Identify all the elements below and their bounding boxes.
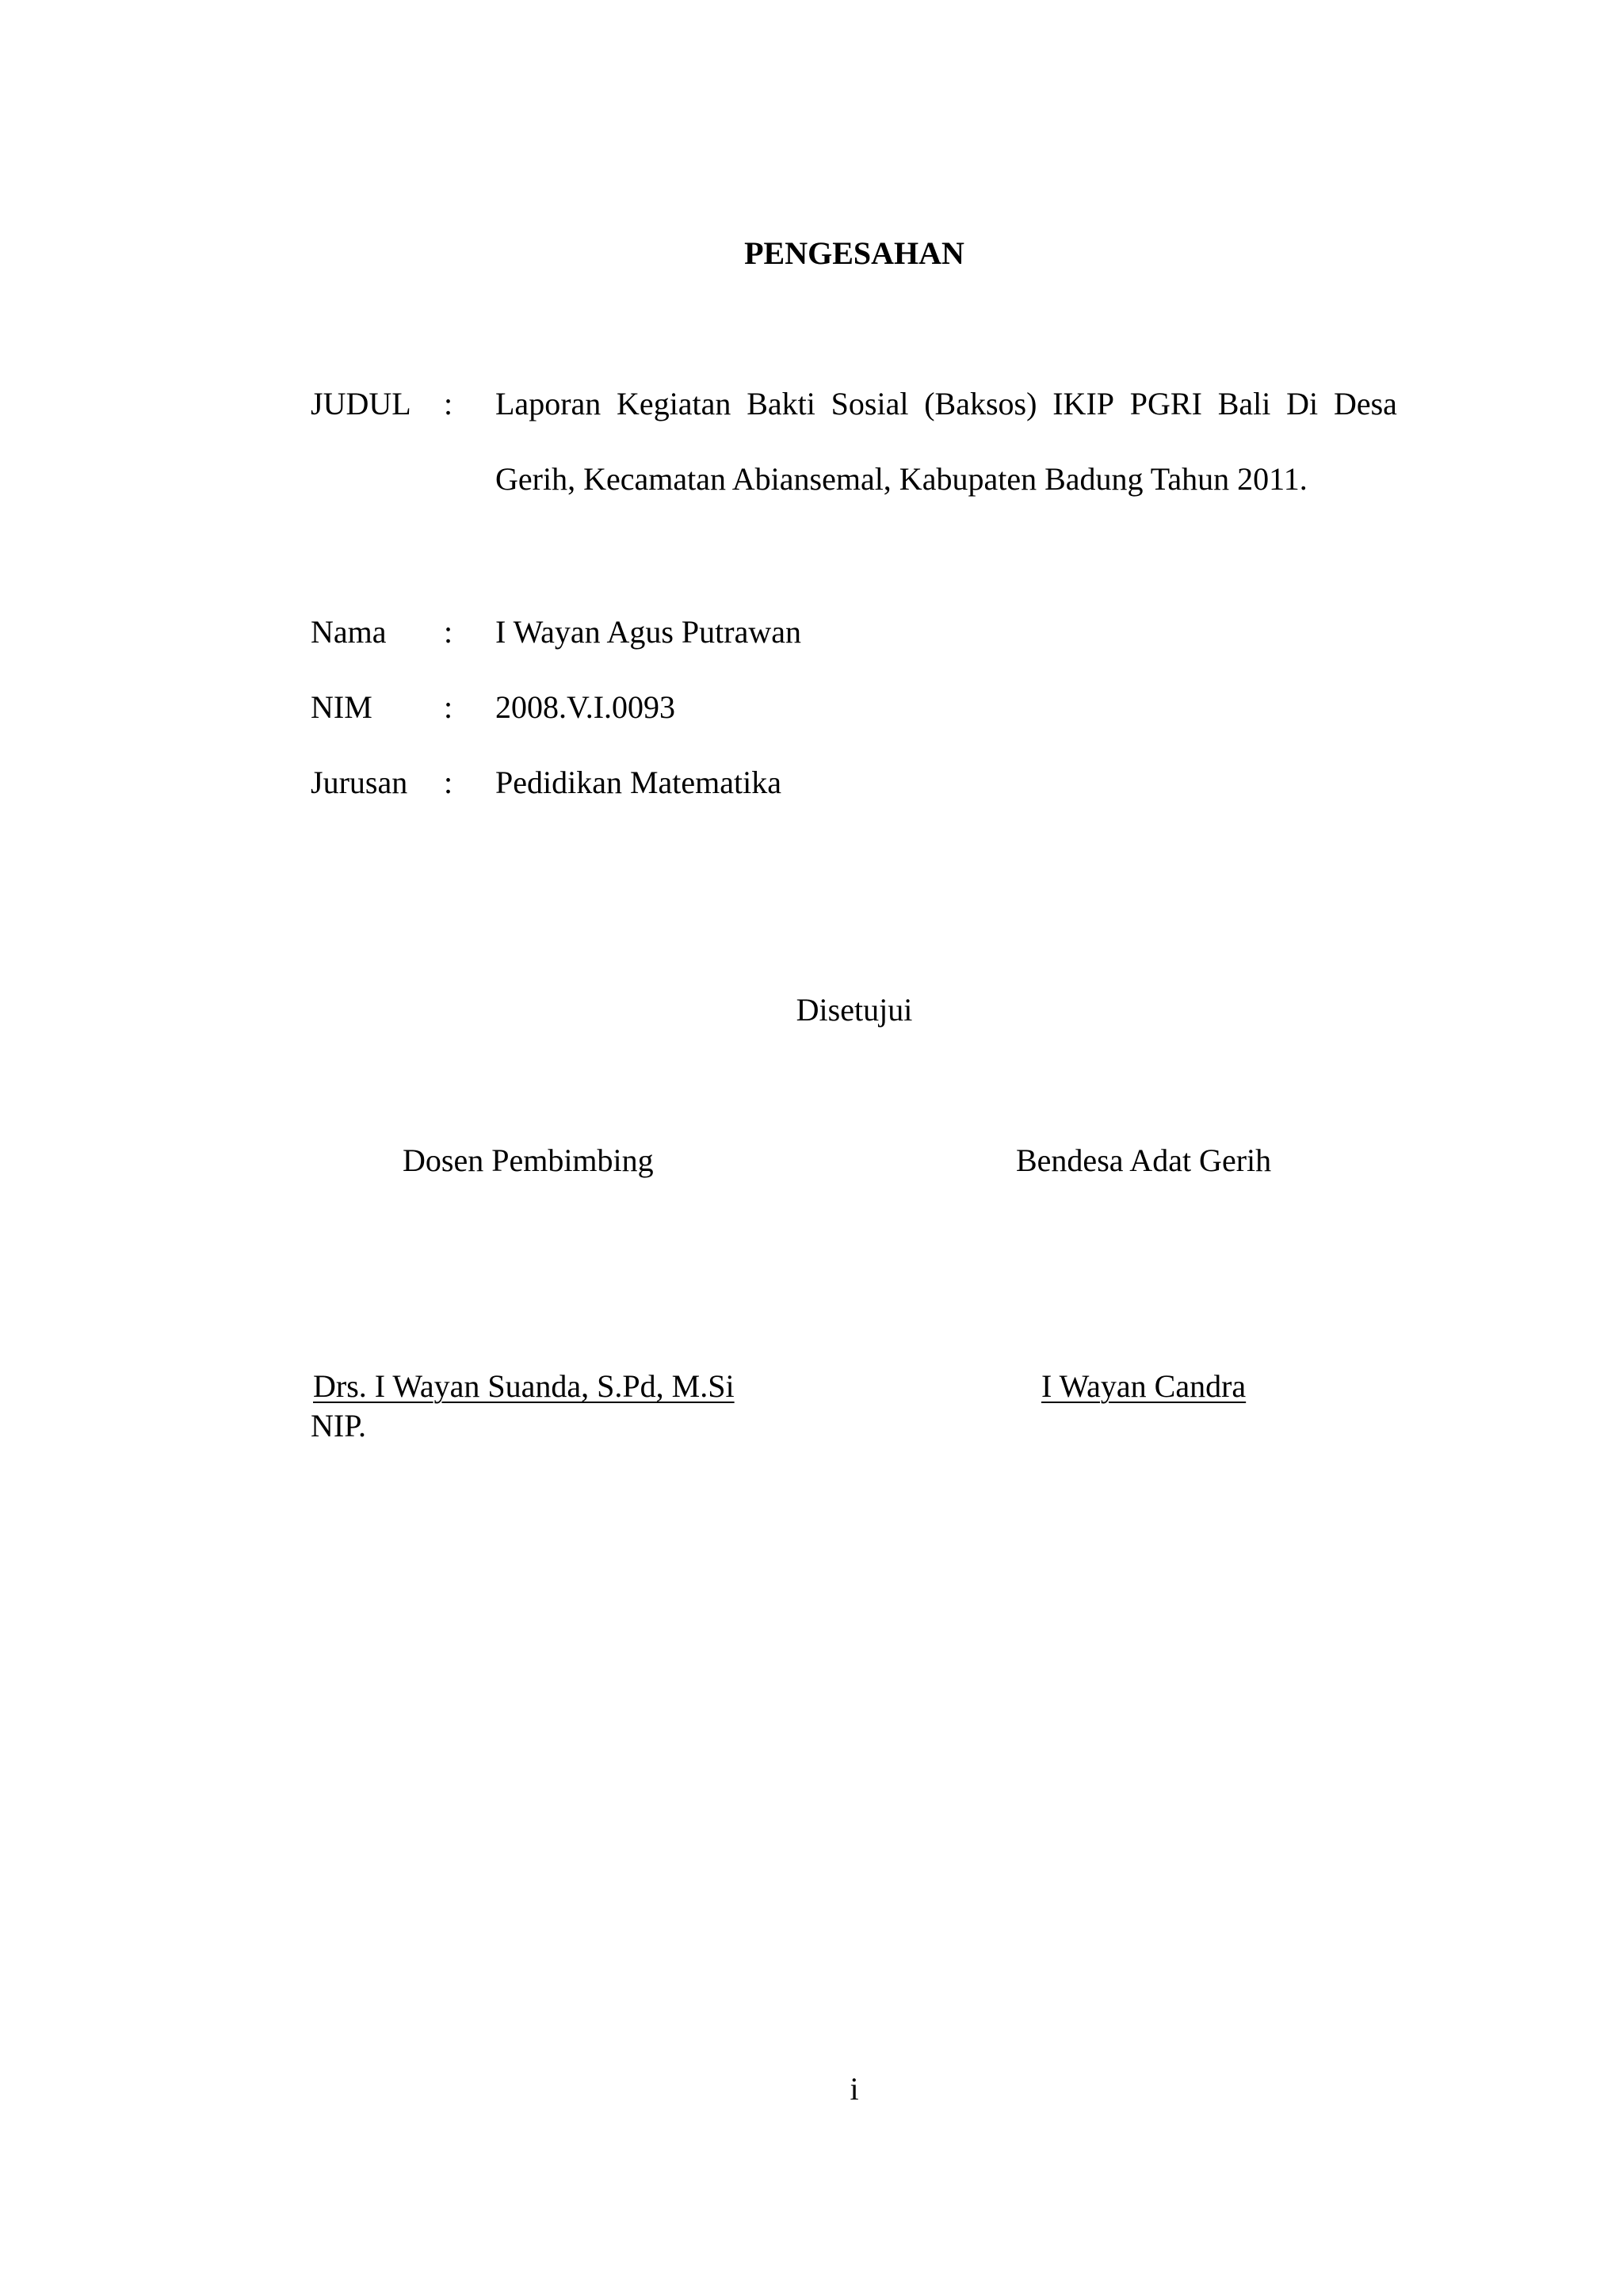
- judul-colon: :: [444, 386, 453, 421]
- judul-word: Sosial: [831, 386, 909, 421]
- page-number: i: [850, 2071, 859, 2107]
- page-title: PENGESAHAN: [744, 235, 964, 271]
- jurusan-colon: :: [444, 765, 453, 800]
- left-signatory-role: Dosen Pembimbing: [403, 1142, 654, 1178]
- judul-text-line1: [495, 388, 1397, 420]
- judul-word: Desa: [1333, 386, 1397, 421]
- nama-colon: :: [444, 614, 453, 650]
- judul-word: Di: [1286, 386, 1319, 421]
- judul-word: Laporan: [495, 386, 601, 421]
- judul-word: PGRI: [1129, 386, 1202, 421]
- jurusan-label: Jurusan: [311, 765, 408, 800]
- right-signatory-role: Bendesa Adat Gerih: [1016, 1142, 1272, 1178]
- right-signatory-name: I Wayan Candra: [1041, 1368, 1247, 1404]
- nama-value: I Wayan Agus Putrawan: [495, 614, 801, 650]
- judul-label: JUDUL: [311, 386, 411, 421]
- left-signatory-name: Drs. I Wayan Suanda, S.Pd, M.Si: [313, 1368, 735, 1404]
- judul-word: (Baksos): [924, 386, 1037, 421]
- judul-word: Bakti: [747, 386, 815, 421]
- judul-word: IKIP: [1052, 386, 1115, 421]
- judul-word: Bali: [1217, 386, 1271, 421]
- left-signatory-nip: NIP.: [311, 1408, 367, 1444]
- judul-text-line2: Gerih, Kecamatan Abiansemal, Kabupaten Badung Tahun 2011.: [495, 461, 1308, 497]
- judul-word: Kegiatan: [617, 386, 731, 421]
- nim-colon: :: [444, 689, 453, 725]
- nama-label: Nama: [311, 614, 387, 650]
- approved-heading: Disetujui: [796, 992, 913, 1028]
- nim-value: 2008.V.I.0093: [495, 689, 676, 725]
- jurusan-value: Pedidikan Matematika: [495, 765, 782, 800]
- nim-label: NIM: [311, 689, 372, 725]
